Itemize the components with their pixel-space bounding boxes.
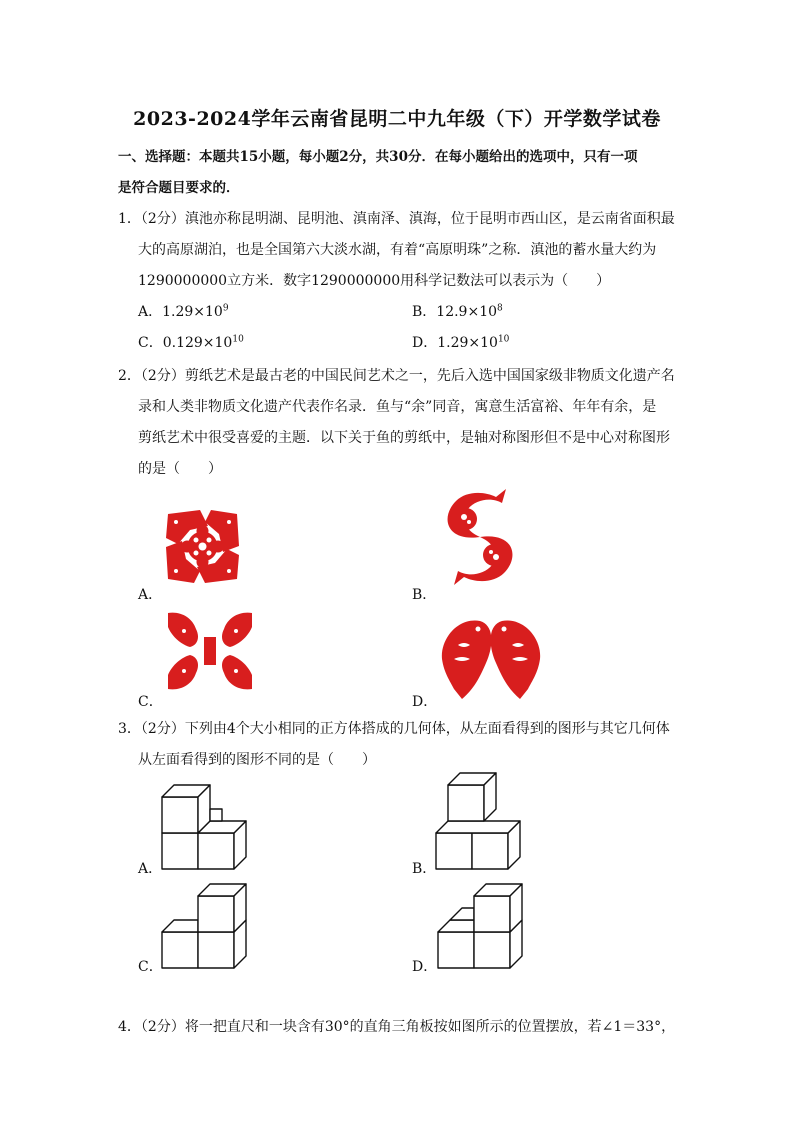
q1-option-c-label: C． [138,335,163,351]
papercut-b-image [436,487,524,587]
q2-option-b-label: B． [412,587,437,603]
cube-figure-a [160,783,250,871]
papercut-a-image [160,504,245,589]
q2-option-d-label: D． [412,694,438,710]
q1-option-b [412,301,503,321]
section-heading-line2: 是符合题目要求的． [118,180,240,196]
papercut-d-image [440,615,542,703]
q2-line1: 2．（2分）剪纸艺术是最古老的中国民间艺术之一，先后入选中国国家级非物质文化遗产名 [118,368,675,384]
q3-option-d-label: D． [412,959,438,975]
cube-figure-b [434,771,526,871]
q3-line2: 从左面看得到的图形不同的是（ ） [138,752,376,768]
q1-option-b-exp: 8 [497,303,503,314]
q1-option-a-base: 1.29×10 [162,304,223,320]
papercut-c-image [160,607,260,695]
cube-figure-d [436,880,528,970]
q1-line1: 1．（2分）滇池亦称昆明湖、昆明池、滇南泽、滇海，位于昆明市西山区，是云南省面积最 [118,211,675,227]
q1-option-d [412,332,509,352]
q1-option-a [138,301,229,321]
q1-line3: 1290000000立方米．数字1290000000用科学记数法可以表示为（ ） [138,273,611,289]
cube-figure-c [160,880,252,970]
q1-option-c-base: 0.129×10 [162,335,233,351]
q2-line3: 剪纸艺术中很受喜爱的主题．以下关于鱼的剪纸中，是轴对称图形但不是中心对称图形 [138,430,670,446]
page-title: 2023-2024学年云南省昆明二中九年级（下）开学数学试卷 [133,108,661,130]
q2-option-c-label: C． [138,694,163,710]
q3-option-b-label: B． [412,861,437,877]
q3-line1: 3．（2分）下列由4个大小相同的正方体搭成的几何体，从左面看得到的图形与其它几何体 [118,721,670,737]
q4-line1: 4．（2分）将一把直尺和一块含有30°的直角三角板按如图所示的位置摆放，若∠1＝33°， [118,1019,676,1035]
q3-option-a-label: A． [138,861,163,877]
q1-option-a-label: A． [138,304,163,320]
q2-option-a-label: A． [138,587,163,603]
q1-option-c [138,332,244,352]
q1-option-b-label: B． [412,304,437,320]
section-heading-line1: 一、选择题：本题共15小题，每小题2分，共30分．在每小题给出的选项中，只有一项 [118,149,638,165]
q2-line2: 录和人类非物质文化遗产代表作名录．鱼与“余”同音，寓意生活富裕、年年有余，是 [138,399,657,415]
q1-option-b-base: 12.9×10 [436,304,498,320]
q1-option-c-exp: 10 [232,334,244,345]
q1-option-d-base: 1.29×10 [437,335,498,351]
q1-line2: 大的高原湖泊，也是全国第六大淡水湖，有着“高原明珠”之称．滇池的蓄水量大约为 [138,242,657,258]
q1-option-d-label: D． [412,335,438,351]
q1-option-d-exp: 10 [497,334,510,345]
q1-option-a-exp: 9 [222,303,229,314]
q3-option-c-label: C． [138,959,163,975]
q2-line4: 的是（ ） [138,461,222,477]
